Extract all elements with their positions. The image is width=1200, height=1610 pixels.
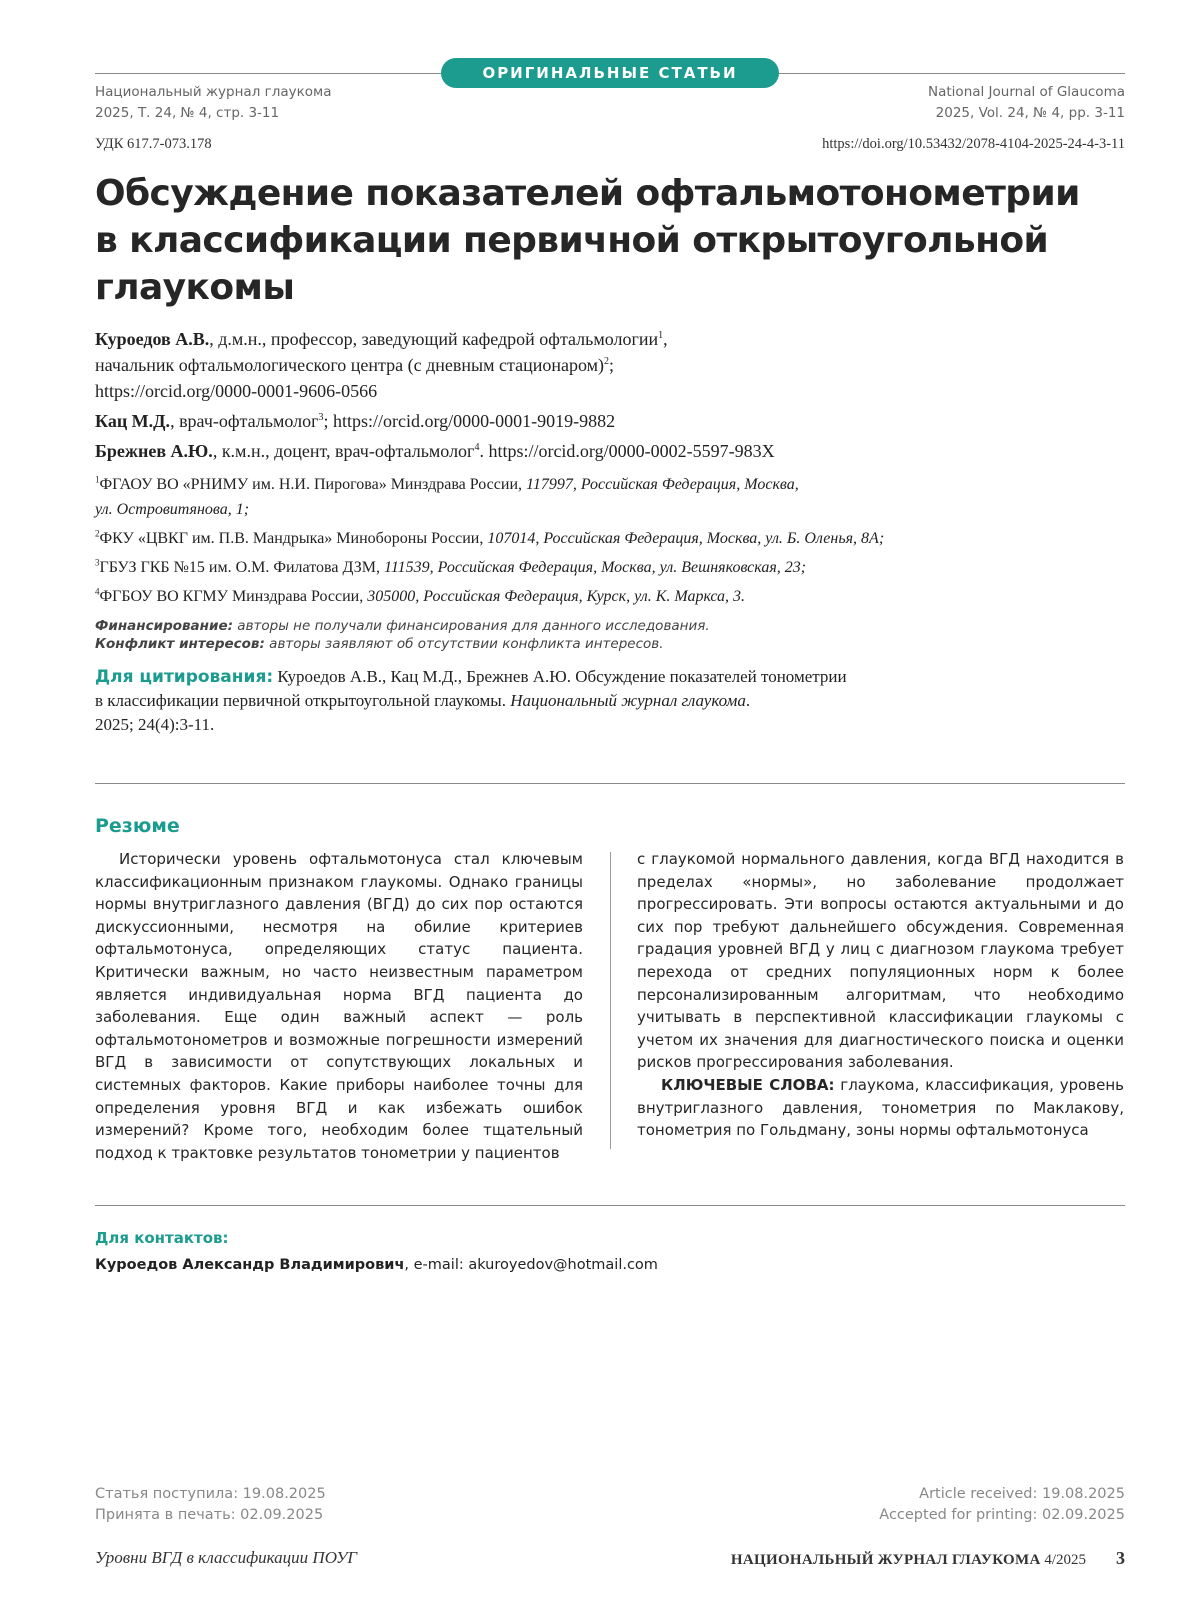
journal-info-en (928, 82, 1125, 124)
conflict-label: Конфликт интересов: (95, 636, 265, 652)
accepted-date: Accepted for printing: 02.09.2025 (879, 1505, 1125, 1526)
affiliation (95, 584, 1105, 609)
title-line: Обсуждение показателей офтальмотонометрии (95, 170, 1095, 217)
affiliation-org: ГБУЗ ГКБ №15 им. О.М. Филатова ДЗМ, (100, 559, 385, 576)
citation-text: . (746, 691, 750, 710)
orcid-link[interactable]: https://orcid.org/0000-0001-9606-0566 (95, 381, 377, 401)
abstract-heading: Резюме (95, 815, 180, 837)
author-position: начальник офтальмологического центра (с дневным стационаром) (95, 355, 604, 375)
received-date: Статья поступила: 19.08.2025 (95, 1484, 326, 1505)
affiliation-address: 111539, Российская Федерация, Москва, ул. Вешняковская, 23; (384, 559, 806, 576)
affiliation-address: 107014, Российская Федерация, Москва, ул. Б. Оленья, 8А; (487, 530, 884, 547)
contact-email[interactable]: , e-mail: akuroyedov@hotmail.com (404, 1257, 658, 1273)
divider (95, 1205, 1125, 1206)
citation-block (95, 665, 995, 737)
udk-code: УДК 617.7-073.178 (95, 136, 212, 153)
affiliation-number: 1 (95, 475, 100, 485)
affiliation (95, 472, 1105, 522)
column-divider (610, 852, 611, 1149)
affiliation (95, 555, 1105, 580)
conflict-text: авторы заявляют об отсутствии конфликта интересов. (265, 636, 664, 652)
affiliation-ref: 3 (318, 412, 323, 423)
author-name: Брежнев А.Ю. (95, 441, 213, 461)
abstract-column-right (637, 848, 1124, 1142)
funding-block (95, 617, 1105, 653)
conflict-statement (95, 635, 1105, 653)
author-position: , врач-офтальмолог (170, 411, 318, 431)
citation-text: в классификации первичной открытоугольной глаукомы. (95, 691, 510, 710)
footer-issue: 4/2025 (1041, 1552, 1086, 1568)
keywords-text: глаукома, классификация, уровень внутриглазного давления, тонометрия по Маклакову, тонометрия по Гольдману, зоны нормы офтальмотонуса (637, 1076, 1124, 1139)
footer-journal-name: НАЦИОНАЛЬНЫЙ ЖУРНАЛ ГЛАУКОМА (731, 1552, 1041, 1568)
affiliation-number: 3 (95, 558, 100, 568)
abstract-column-left: Исторически уровень офтальмотонуса стал ключевым классификационным признаком глаукомы. Однако границы нормы внутриглазного давления (ВГД) до сих пор остаются дискуссионными, несмотря на обилие критериев офтальмотонуса, определяющих статус пациента. Критически важным, но часто неизвестным параметром является индивидуальная норма ВГД пациента до заболевания. Еще один важный аспект — роль офтальмотонометров и возможные погрешности измерений ВГД в зависимости от сопутствующих локальных и системных факторов. Какие приборы наиболее точны для определения уровня ВГД и как избежать ошибок измерений? Кроме того, необходим более тщательный подход к трактовке результатов тонометрии у пациентов (95, 848, 583, 1164)
abstract-text: с глаукомой нормального давления, когда ВГД находится в пределах «нормы», но заболевание продолжает прогрессировать. Эти вопросы остаются актуальными и до сих пор требуют дальнейшего обсуждения. Современная градация уровней ВГД у лиц с диагнозом глаукома требует перехода от средних популяционных норм к более персонализированным алгоритмам, что необходимо учитывать в перспективной классификации глаукомы с учетом их значения для диагностического поиска и оценки рисков прогрессирования заболевания. (637, 848, 1124, 1074)
dates-ru (95, 1484, 326, 1526)
affiliation-address: 305000, Российская Федерация, Курск, ул. К. Маркса, 3. (367, 588, 745, 605)
author-entry (95, 438, 1105, 464)
title-line: в классификации первичной открытоугольной (95, 217, 1095, 264)
keywords (637, 1074, 1124, 1142)
journal-issue-en: 2025, Vol. 24, № 4, pp. 3-11 (928, 103, 1125, 124)
page-number: 3 (1116, 1548, 1125, 1568)
affiliation-number: 4 (95, 587, 100, 597)
citation-journal: Национальный журнал глаукома (510, 691, 746, 710)
contact-info (95, 1257, 658, 1273)
authors-block (95, 326, 1105, 468)
doi-link[interactable]: https://doi.org/10.53432/2078-4104-2025-24-4-3-11 (822, 136, 1125, 153)
journal-info-ru (95, 82, 331, 124)
divider (95, 783, 1125, 784)
keywords-label: КЛЮЧЕВЫЕ СЛОВА: (661, 1076, 834, 1094)
affiliation-address: 117997, Российская Федерация, Москва, (526, 476, 799, 493)
orcid-link[interactable]: . https://orcid.org/0000-0002-5597-983X (479, 441, 774, 461)
author-position: , д.м.н., профессор, заведующий кафедрой офтальмологии (209, 329, 658, 349)
affiliation-ref: 4 (474, 442, 479, 453)
author-name: Кац М.Д. (95, 411, 170, 431)
affiliation-org: ФГБОУ ВО КГМУ Минздрава России, (100, 588, 368, 605)
affiliation-number: 2 (95, 529, 100, 539)
affiliation-org: ФГАОУ ВО «РНИМУ им. Н.И. Пирогова» Минздрава России, (100, 476, 527, 493)
section-badge: ОРИГИНАЛЬНЫЕ СТАТЬИ (441, 58, 779, 88)
affiliation-address: ул. Островитянова, 1; (95, 501, 249, 518)
author-entry (95, 408, 1105, 434)
orcid-link[interactable]: ; https://orcid.org/0000-0001-9019-9882 (323, 411, 615, 431)
accepted-date: Принята в печать: 02.09.2025 (95, 1505, 326, 1526)
journal-name-ru: Национальный журнал глаукома (95, 82, 331, 103)
journal-name-en: National Journal of Glaucoma (928, 82, 1125, 103)
author-position: , к.м.н., доцент, врач-офтальмолог (213, 441, 475, 461)
title-line: глаукомы (95, 264, 1095, 311)
citation-text: Куроедов А.В., Кац М.Д., Брежнев А.Ю. Обсуждение показателей тонометрии (273, 667, 846, 686)
punctuation: ; (609, 355, 614, 375)
affiliation (95, 526, 1105, 551)
running-title: Уровни ВГД в классификации ПОУГ (95, 1548, 357, 1568)
author-name: Куроедов А.В. (95, 329, 209, 349)
funding-statement (95, 617, 1105, 635)
contact-name: Куроедов Александр Владимирович (95, 1257, 404, 1273)
received-date: Article received: 19.08.2025 (879, 1484, 1125, 1505)
funding-label: Финансирование: (95, 618, 233, 634)
affiliation-org: ФКУ «ЦВКГ им. П.В. Мандрыка» Минобороны России, (100, 530, 488, 547)
article-title (95, 170, 1095, 311)
affiliation-ref: 2 (604, 356, 609, 367)
dates-en (879, 1484, 1125, 1526)
contact-heading: Для контактов: (95, 1229, 229, 1247)
author-entry (95, 326, 1105, 404)
affiliations-block (95, 472, 1105, 613)
punctuation: , (663, 329, 668, 349)
funding-text: авторы не получали финансирования для данного исследования. (233, 618, 710, 634)
affiliation-ref: 1 (658, 330, 663, 341)
citation-label: Для цитирования: (95, 667, 273, 687)
journal-issue-ru: 2025, Т. 24, № 4, стр. 3-11 (95, 103, 331, 124)
citation-text: 2025; 24(4):3-11. (95, 715, 214, 734)
footer-journal (731, 1548, 1125, 1569)
